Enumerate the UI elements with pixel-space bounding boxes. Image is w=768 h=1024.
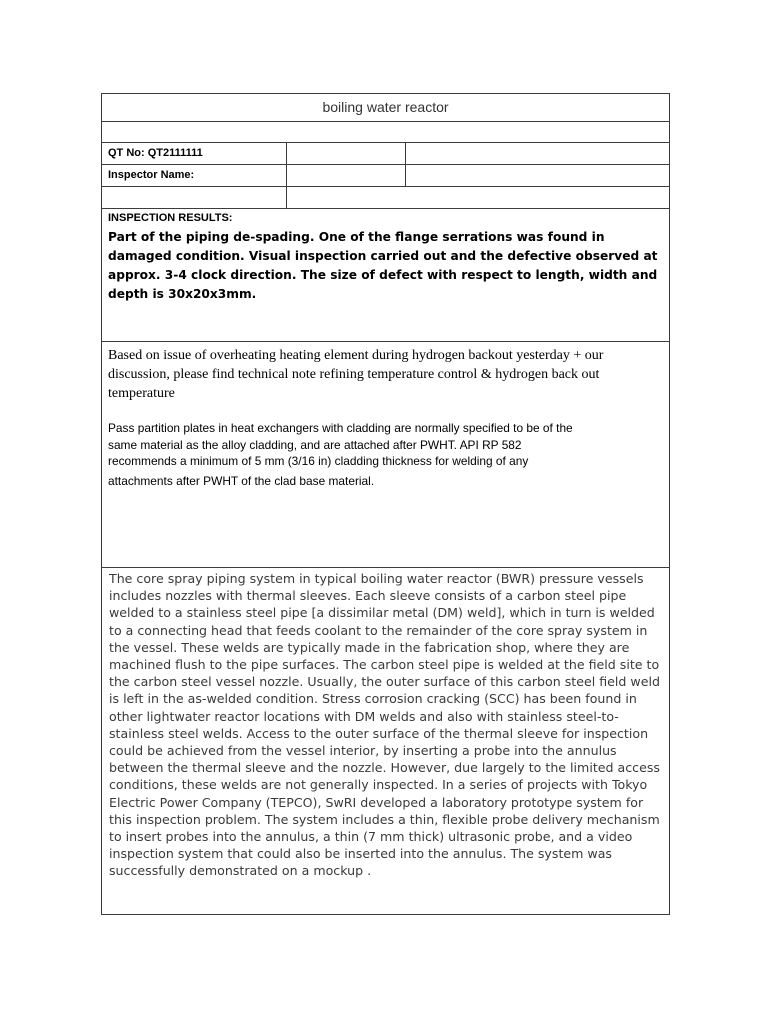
inspector-name-label: Inspector Name: xyxy=(102,165,287,187)
qt-extra-cell xyxy=(406,143,670,165)
inspection-form xyxy=(101,93,670,915)
inspection-results-text: Part of the piping de-spading. One of the flange serrations was found in damaged condition. Visual inspection carried out and the defective observed at approx. 3-4 clock direction. The size of defect with respect to length, width and depth is 30x20x3mm. xyxy=(108,230,658,301)
qt-value-cell xyxy=(287,143,406,165)
empty-label-cell xyxy=(102,187,287,209)
technical-note-line: attachments after PWHT of the clad base material. xyxy=(108,473,375,488)
technical-note-line: same material as the alloy cladding, and are attached after PWHT. API RP 582 xyxy=(108,437,522,452)
core-spray-row xyxy=(102,568,670,915)
inspection-results-label: INSPECTION RESULTS: xyxy=(108,212,233,224)
title-row xyxy=(102,94,670,122)
core-spray-cell xyxy=(102,568,670,915)
technical-note-row xyxy=(102,342,670,568)
blank-row xyxy=(102,122,670,143)
technical-note-line: recommends a minimum of 5 mm (3/16 in) cladding thickness for welding of any xyxy=(108,454,529,468)
empty-field-row xyxy=(102,187,670,209)
qt-number-label: QT No: QT2111111 xyxy=(102,143,287,165)
qt-row xyxy=(102,143,670,165)
inspector-value-cell xyxy=(287,165,406,187)
blank-cell xyxy=(102,122,670,143)
technical-note-line: Pass partition plates in heat exchangers with cladding are normally specified to be of the xyxy=(108,421,573,435)
inspection-results-cell xyxy=(102,209,670,342)
document-title: boiling water reactor xyxy=(102,94,670,122)
technical-note-intro: Based on issue of overheating heating element during hydrogen backout yesterday + our discussion, please find technical note refining temperature control & hydrogen back out temperature xyxy=(108,348,604,401)
inspector-extra-cell xyxy=(406,165,670,187)
core-spray-text: The core spray piping system in typical boiling water reactor (BWR) pressure vessels includes nozzles with thermal sleeves. Each sleeve consists of a carbon steel pipe welded to a stainless steel pipe [a dissimilar metal (DM) weld], which in turn is welded to a connecting head that feeds coolant to the remainder of the core spray system in the vessel. These welds are typically made in the fabrication shop, where they are machined flush to the pipe surfaces. The carbon steel pipe is welded at the field site to the carbon steel vessel nozzle. Usually, the outer surface of this carbon steel field weld is left in the as-welded condition. Stress corrosion cracking (SCC) has been found in other lightwater reactor locations with DM welds and also with stainless steel-to-stainless steel welds. Access to the outer surface of the thermal sleeve for inspection could be achieved from the vessel interior, by inserting a probe into the annulus between the thermal sleeve and the nozzle. However, due largely to the limited access conditions, these welds are not generally inspected. In a series of projects with Tokyo Electric Power Company (TEPCO), SwRI developed a laboratory prototype system for this inspection problem. The system includes a thin, flexible probe delivery mechanism to insert probes into the annulus, a thin (7 mm thick) ultrasonic probe, and a video inspection system that could also be inserted into the annulus. The system was successfully demonstrated on a mockup . xyxy=(109,571,660,879)
inspector-row xyxy=(102,165,670,187)
empty-value-cell xyxy=(287,187,670,209)
technical-note-cell xyxy=(102,342,670,568)
inspection-results-row xyxy=(102,209,670,342)
